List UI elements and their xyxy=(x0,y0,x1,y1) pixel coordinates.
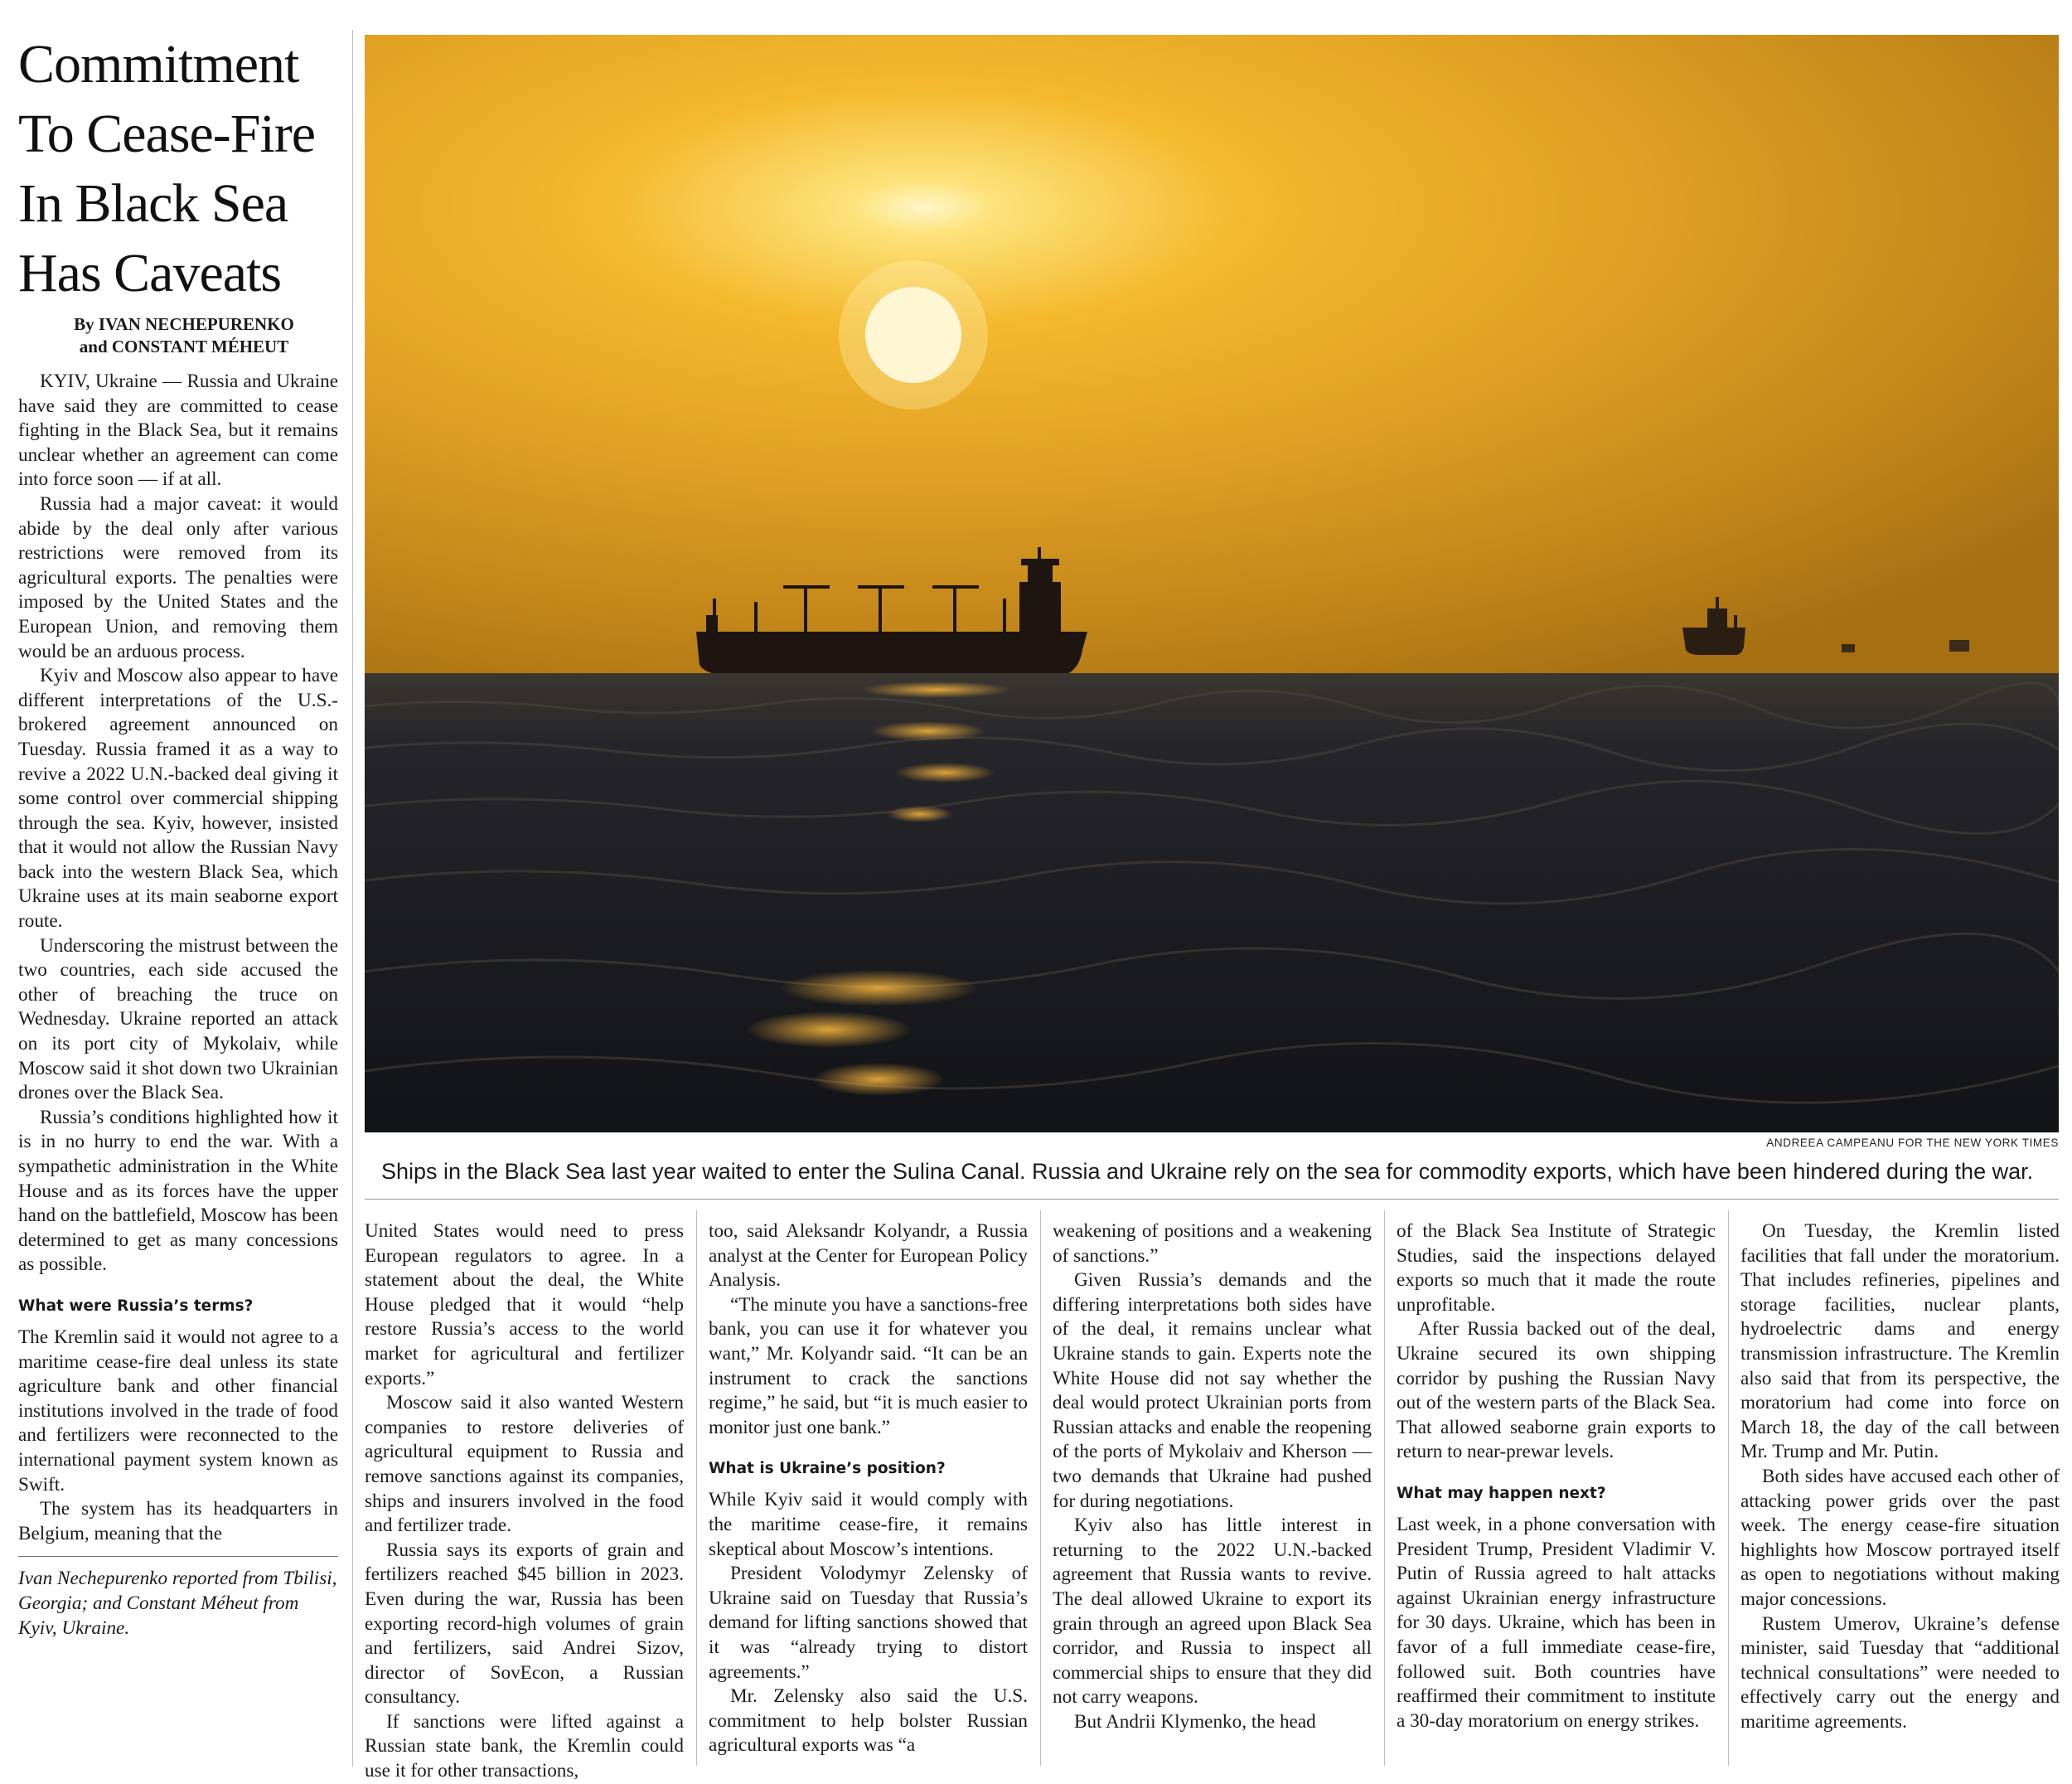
article-column-2 xyxy=(365,1219,684,1784)
subhead: What may happen next? xyxy=(1397,1484,1606,1502)
paragraph: Both sides have accused each other of attacking power grids over the past week. The energy cease-fire situation highlights how Moscow portrayed itself as open to negotiations without making major concessions. xyxy=(1740,1465,2060,1610)
paragraph: “The minute you have a sanctions-free bank, you can use it for whatever you want,” Mr. Kolyandr said. “It can be an instrument to crack the sanctions regime,” he said, but “it is much easier to monitor just one bank.” xyxy=(709,1293,1028,1438)
column-divider xyxy=(1384,1210,1385,1766)
photo-caption: Ships in the Black Sea last year waited to enter the Sulina Canal. Russia and Ukraine rely on the sea for commodity exports, which have been hindered during the war. xyxy=(381,1159,2034,1184)
article-column-4 xyxy=(1053,1219,1372,1734)
paragraph: After Russia backed out of the deal, Ukraine secured its own shipping corridor by pushing the Russian Navy out of the western parts of the Black Sea. That allowed seaborne grain exports to return to near-prewar levels. xyxy=(1397,1318,1716,1463)
paragraph: Last week, in a phone conversation with President Trump, President Vladimir V. Putin of Russia agreed to halt attacks against Ukrainian energy infrastructure for 30 days. Ukraine, which has been in favor of a full immediate cease-fire, followed suit. Both countries have reaffirmed their commitment to institute a 30-day moratorium on energy strikes. xyxy=(1397,1513,1716,1732)
reporting-note: Ivan Nechepurenko reported from Tbilisi, Georgia; and Constant Méheut from Kyiv, Ukraine. xyxy=(18,1568,337,1639)
photo-credit: ANDREEA CAMPEANU FOR THE NEW YORK TIMES xyxy=(1766,1137,2059,1149)
byline-author-1: By IVAN NECHEPURENKO xyxy=(74,314,294,334)
paragraph: Mr. Zelensky also said the U.S. commitment to help bolster Russian agricultural exports was “a xyxy=(709,1685,1028,1757)
paragraph: The system has its headquarters in Belgium, meaning that the xyxy=(18,1498,338,1544)
article-column-6 xyxy=(1740,1219,2060,1734)
paragraph: of the Black Sea Institute of Strategic Studies, said the inspections delayed exports so much that it made the route unprofitable. xyxy=(1397,1220,1716,1316)
paragraph: Kyiv also has little interest in returning to the 2022 U.N.-backed agreement that Russia wants to revive. The deal allowed Ukraine to export its grain through an agreed upon Black Sea corridor, and Russia to inspect all commercial ships to ensure that they did not carry weapons. xyxy=(1053,1515,1372,1709)
byline-author-2: and CONSTANT MÉHEUT xyxy=(79,337,289,356)
article-column-5 xyxy=(1397,1219,1716,1733)
paragraph: Given Russia’s demands and the differing interpretations both sides have of the deal, it remains unclear what Ukraine stands to gain. Experts note the White House did not say whether the deal would protect Ukrainian ports from Russian attacks and enable the reopening of the ports of Mykolaiv and Kherson — two demands that Ukraine had pushed for during negotiations. xyxy=(1053,1269,1372,1512)
paragraph: President Volodymyr Zelensky of Ukraine said on Tuesday that Russia’s demand for lifting sanctions showed that it was “already trying to distort agreements.” xyxy=(709,1563,1028,1683)
paragraph: Underscoring the mistrust between the two countries, each side accused the other of breaching the truce on Wednesday. Ukraine reported an attack on its port city of Mykolaiv, while Moscow said it shot down two Ukrainian drones over the Black Sea. xyxy=(18,934,338,1104)
paragraph: Russia’s conditions highlighted how it is in no hurry to end the war. With a sympathetic administration in the White House and as its forces have the upper hand on the battlefield, Moscow has been determined to get as many concessions as possible. xyxy=(18,1106,338,1276)
byline xyxy=(18,313,350,358)
article-column-3 xyxy=(709,1219,1028,1758)
paragraph: Russia says its exports of grain and fertilizers reached $45 billion in 2023. Even during the war, Russia has been exporting record-high volumes of grain and fertilizers, said Andrei Sizov, director of SovEcon, a Russian consultancy. xyxy=(365,1539,684,1709)
caption-divider xyxy=(365,1199,2059,1200)
paragraph: On Tuesday, the Kremlin listed facilities that fall under the moratorium. That includes refineries, pipelines and storage facilities, nuclear plants, hydroelectric dams and energy transmission infrastructure. The Kremlin also said that from its perspective, the moratorium had come into force on March 18, the day of the call between Mr. Trump and Mr. Putin. xyxy=(1740,1220,2060,1463)
black-sea-ships-photo xyxy=(365,35,2059,1132)
paragraph: too, said Aleksandr Kolyandr, a Russia analyst at the Center for European Policy Analysis. xyxy=(709,1220,1028,1292)
article-column-1 xyxy=(18,370,338,1641)
column-divider xyxy=(1728,1210,1729,1766)
subhead: What were Russia’s terms? xyxy=(18,1297,254,1315)
paragraph: But Andrii Klymenko, the head xyxy=(1074,1710,1316,1733)
paragraph: Russia had a major caveat: it would abide by the deal only after various restrictions were removed from its agricultural exports. The penalties were imposed by the United States and the European Union, and removing them would be an arduous process. xyxy=(18,492,338,662)
note-divider xyxy=(18,1556,338,1557)
paragraph: Moscow said it also wanted Western companies to restore deliveries of agricultural equipment to Russia and remove sanctions against its companies, ships and insurers involved in the food and fertilizer trade. xyxy=(365,1392,684,1537)
column-divider xyxy=(1040,1210,1041,1766)
subhead: What is Ukraine’s position? xyxy=(709,1460,946,1478)
paragraph: KYIV, Ukraine — Russia and Ukraine have said they are committed to cease fighting in the Black Sea, but it remains unclear whether an agreement can come into force soon — if at all. xyxy=(18,371,338,491)
paragraph: The Kremlin said it would not agree to a maritime cease-fire deal unless its state agriculture bank and other financial institutions involved in the trade of food and fertilizers were reconnected to the international payment system known as Swift. xyxy=(18,1326,338,1496)
column-divider xyxy=(696,1210,697,1766)
headline: Commitment To Cease-Fire In Black Sea Has Caveats xyxy=(18,34,316,303)
paragraph: United States would need to press European regulators to agree. In a statement about the deal, the White House pledged that it would “help restore Russia’s access to the world market for agricultural and fertilizer exports.” xyxy=(365,1220,684,1389)
paragraph: Kyiv and Moscow also appear to have different interpretations of the U.S.-brokered agreement announced on Tuesday. Russia framed it as a way to revive a 2022 U.N.-backed deal giving it some control over commercial shipping through the sea. Kyiv, however, insisted that it would not allow the Russian Navy back into the western Black Sea, which Ukraine uses at its main seaborne export route. xyxy=(18,665,338,933)
paragraph: Rustem Umerov, Ukraine’s defense minister, said Tuesday that “additional technical consultations” were needed to effectively carry out the energy and maritime agreements. xyxy=(1740,1612,2060,1733)
column-divider xyxy=(352,30,353,1767)
paragraph: If sanctions were lifted against a Russian state bank, the Kremlin could use it for other transactions, xyxy=(365,1710,684,1782)
paragraph: weakening of positions and a weakening of sanctions.” xyxy=(1053,1220,1372,1267)
paragraph: While Kyiv said it would comply with the maritime cease-fire, it remains skeptical about Moscow’s intentions. xyxy=(709,1489,1028,1560)
